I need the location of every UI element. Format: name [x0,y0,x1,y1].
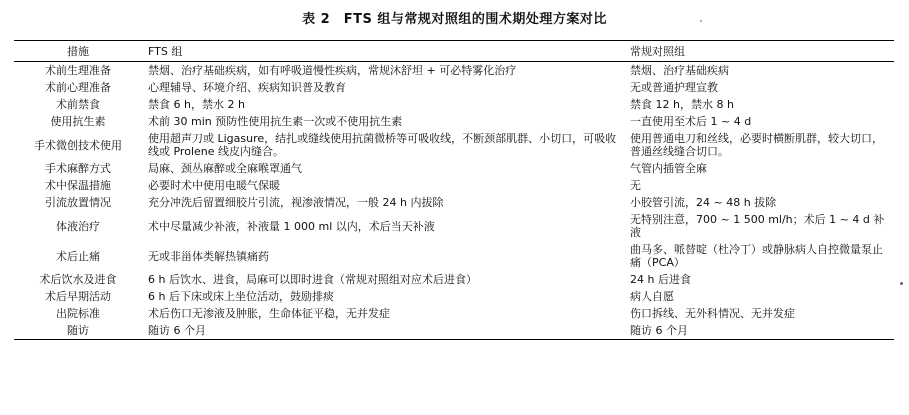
fts-cell: 禁食 6 h，禁水 2 h [148,98,245,111]
table-row [14,96,894,113]
measure-cell: 术后饮水及进食 [39,273,117,286]
control-cell: 使用普通电刀和丝线，必要时横断肌群，较大切口，普通丝线缝合切口。 [630,132,883,158]
table-title: 表 2 FTS 组与常规对照组的围术期处理方案对比 [302,12,607,27]
measure-cell: 术前生理准备 [45,64,111,77]
scan-speck [900,282,903,285]
fts-cell: 无或非甾体类解热镇痛药 [148,249,269,263]
fts-cell: 术前 30 min 预防性使用抗生素一次或不使用抗生素 [148,115,403,128]
measure-cell: 术后早期活动 [45,290,111,303]
fts-cell: 禁烟、治疗基础疾病，如有呼吸道慢性疾病，常规沐舒坦 + 可必特雾化治疗 [148,64,517,77]
table-row [14,130,894,160]
control-cell: 禁食 12 h，禁水 8 h [630,98,734,111]
table-row [14,113,894,130]
table-row [14,62,894,80]
table-body [14,62,894,340]
measure-cell: 引流放置情况 [45,196,111,209]
fts-cell: 6 h 后下床或床上坐位活动，鼓励排痰 [148,290,334,303]
header-measure: 措施 [67,45,89,58]
table-row [14,241,894,271]
table-row [14,322,894,340]
control-cell: 24 h 后进食 [630,273,691,286]
table-row [14,160,894,177]
header-fts: FTS 组 [148,45,183,58]
control-cell: 病人自愿 [630,290,674,303]
table-row [14,211,894,241]
table-row [14,79,894,96]
table-row [14,305,894,322]
control-cell: 无 [630,179,641,192]
fts-cell: 必要时术中使用电暖气保暖 [148,179,280,192]
fts-cell: 局麻、颈丛麻醉或全麻喉罩通气 [148,162,302,175]
fts-cell: 随访 6 个月 [148,324,206,337]
measure-cell: 术后止痛 [56,249,100,263]
fts-cell: 术后伤口无渗液及肿胀，生命体征平稳，无并发症 [148,307,390,320]
table-row [14,177,894,194]
measure-cell: 体液治疗 [56,219,100,233]
measure-cell: 手术微创技术使用 [34,138,122,152]
header-row [14,41,894,62]
fts-cell: 心理辅导、环境介绍、疾病知识普及教育 [148,81,346,94]
measure-cell: 出院标准 [56,307,100,320]
scan-speck [700,20,702,22]
measure-cell: 术中保温措施 [45,179,111,192]
control-cell: 无或普通护理宣教 [630,81,718,94]
fts-cell: 充分冲洗后留置细胶片引流，视渗液情况，一般 24 h 内拔除 [148,196,444,209]
measure-cell: 使用抗生素 [50,115,106,128]
control-cell: 气管内插管全麻 [630,162,707,175]
measure-cell: 术前禁食 [56,98,100,111]
measure-cell: 随访 [67,324,89,337]
measure-cell: 手术麻醉方式 [45,162,111,175]
fts-cell: 术中尽量减少补液，补液量 1 000 ml 以内，术后当天补液 [148,219,435,233]
table-row [14,271,894,288]
control-cell: 小胶管引流，24 ~ 48 h 拔除 [630,196,777,209]
table-row [14,194,894,211]
control-cell: 随访 6 个月 [630,324,688,337]
control-cell: 曲马多、哌替啶（杜冷丁）或静脉病人自控微量泵止痛（PCA） [630,243,883,269]
control-cell: 禁烟、治疗基础疾病 [630,64,729,77]
control-cell: 伤口拆线、无外科情况、无并发症 [630,307,795,320]
measure-cell: 术前心理准备 [45,81,111,94]
fts-cell: 6 h 后饮水、进食，局麻可以即时进食（常规对照组对应术后进食） [148,273,477,286]
table-row [14,288,894,305]
table-header [14,41,894,62]
header-control: 常规对照组 [630,45,685,58]
fts-cell: 使用超声刀或 Ligasure，结扎或缝线使用抗菌微桥等可吸收线，不断颈部肌群、小切口，可吸收线或 Prolene 线皮内缝合。 [148,132,617,158]
control-cell: 一直使用至术后 1 ~ 4 d [630,115,752,128]
control-cell: 无特别注意，700 ~ 1 500 ml/h；术后 1 ~ 4 d 补液 [630,213,885,239]
comparison-table [14,40,894,340]
